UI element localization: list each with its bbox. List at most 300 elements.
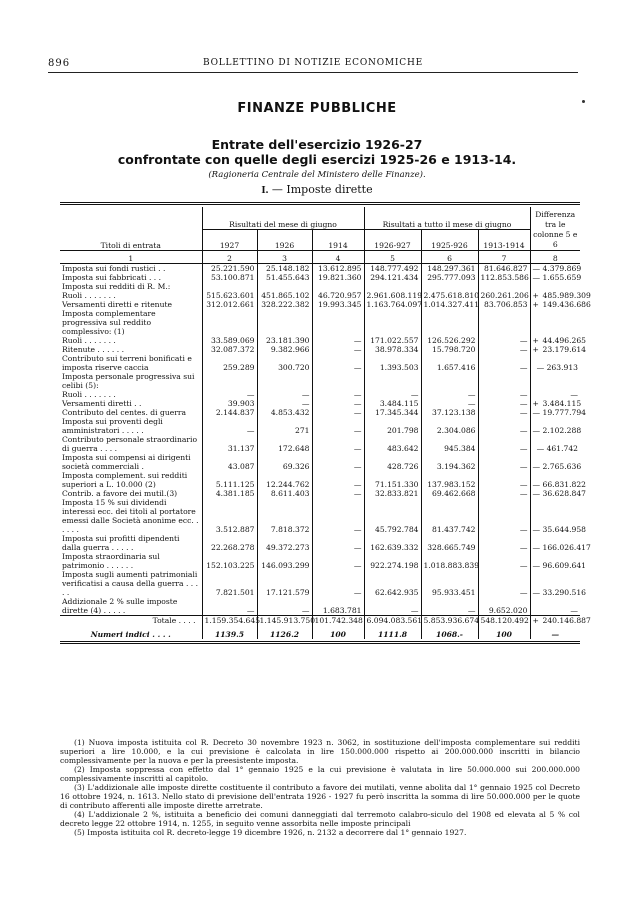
cell-value: 515.623.601 <box>202 291 257 300</box>
diff-cell <box>530 417 580 435</box>
cell-value: 112.853.586 <box>478 273 530 282</box>
cell-value: 22.268.278 <box>202 534 257 552</box>
diff-header: Differenza tra le colonne 5 e 6 <box>530 207 580 251</box>
diff-cell <box>530 498 586 534</box>
cell-value: 3.484.115 <box>364 399 421 408</box>
cell-value: 46.720.957 <box>312 291 364 300</box>
cell-value <box>421 282 478 291</box>
diff-value: 96.609.641 <box>542 561 586 570</box>
diff-sign: — <box>536 444 545 453</box>
group-month-header: Risultati del mese di giugno <box>202 207 364 230</box>
diff-cell <box>530 264 580 274</box>
row-label: Ruoli . . . . . . . <box>62 390 116 399</box>
diff-value: 23.179.614 <box>542 345 586 354</box>
diff-sign: — <box>532 426 541 435</box>
part-title: Imposte dirette <box>286 183 373 196</box>
row-label: Ruoli . . . . . . . <box>62 336 116 345</box>
table-row <box>60 417 580 435</box>
col-number: 4 <box>312 251 364 264</box>
cell-value: — <box>478 417 530 435</box>
cell-value: 451.865.102 <box>257 291 312 300</box>
diff-value: 66.831.822 <box>542 480 586 489</box>
table-row <box>60 300 580 309</box>
diff-cell <box>530 273 580 282</box>
cell-value: 1.657.416 <box>421 354 478 372</box>
diff-cell <box>530 597 580 616</box>
cell-value: — <box>312 354 364 372</box>
cell-value <box>478 372 530 390</box>
cell-value: 148.297.361 <box>421 264 478 274</box>
diff-cell <box>530 570 586 597</box>
subtitle-line-2: confrontate con quelle degli esercizi 1925-26 e 1913-14. <box>117 152 517 167</box>
cell-value: — <box>312 489 364 498</box>
footnote: (3) L'addizionale alle imposte dirette costituente il contributo a favore dei mutilati, venne abolita dal 1° gennaio 1925 col Decreto 16 ottobre 1924, n. 1613. Nello stato di previsione dell'entrata 1926 - 1927 fu però inscritta la somma di lire 50.000.000 per le quote di contributo afferenti alle imposte dirette arretrate. <box>60 783 580 810</box>
cell-value: 312.012.661 <box>202 300 257 309</box>
cell-value: 137.983.152 <box>421 471 478 489</box>
table-body <box>60 264 591 616</box>
cell-value: 19.821.360 <box>312 273 364 282</box>
cell-value: — <box>478 471 530 489</box>
table-row <box>60 435 580 453</box>
diff-value: 485.989.309 <box>542 291 591 300</box>
diff-value: 19.777.794 <box>542 408 586 417</box>
footnotes <box>60 738 580 837</box>
section-title: FINANZE PUBBLICHE <box>237 101 397 116</box>
diff-sign: + <box>532 300 539 309</box>
diff-cell <box>530 345 586 354</box>
diff-cell <box>530 534 591 552</box>
cell-value: 3.512.887 <box>202 498 257 534</box>
cell-value: 38.978.334 <box>364 345 421 354</box>
cell-value: 53.100.871 <box>202 273 257 282</box>
cell-value: — <box>364 390 421 399</box>
total-cell: 1.159.354.645 <box>202 616 257 626</box>
cell-value <box>202 282 257 291</box>
index-row <box>60 625 580 639</box>
cell-value <box>257 309 312 336</box>
diff-value: 36.628.847 <box>542 489 586 498</box>
diff-cell <box>530 471 586 489</box>
cell-value: — <box>312 471 364 489</box>
year-header: 1914 <box>312 230 364 251</box>
cell-value <box>421 309 478 336</box>
table-row <box>60 489 580 498</box>
cell-value: 49.372.273 <box>257 534 312 552</box>
cell-value <box>312 309 364 336</box>
cell-value: 922.274.198 <box>364 552 421 570</box>
index-cell: 1126.2 <box>257 625 312 639</box>
index-label: Numeri indici . . . . <box>90 630 171 639</box>
table-row <box>60 453 580 471</box>
row-label: Imposta sui redditi di R. M.: <box>62 282 171 291</box>
cell-value: — <box>312 336 364 345</box>
page-header <box>48 58 578 74</box>
cell-value: 62.642.935 <box>364 570 421 597</box>
group-total-header: Risultati a tutto il mese di giugno <box>364 207 530 230</box>
cell-value: 32.087.372 <box>202 345 257 354</box>
diff-sign: — <box>532 480 541 489</box>
cell-value <box>364 282 421 291</box>
row-label: Versamenti diretti . . <box>62 399 142 408</box>
cell-value <box>312 372 364 390</box>
row-label: Imposta sui fondi rustici . . <box>62 264 166 273</box>
row-label: Ritenute . . . . . . <box>62 345 124 354</box>
cell-value: 1.018.883.839 <box>421 552 478 570</box>
table-row <box>60 345 580 354</box>
cell-value: — <box>478 345 530 354</box>
footnote: (5) Imposta istituita col R. decreto-legge 19 dicembre 1926, n. 2132 a decorrere dal 1° gennaio 1927. <box>74 828 467 837</box>
index-cell: 1068.- <box>421 625 478 639</box>
cell-value: 95.933.451 <box>421 570 478 597</box>
cell-value: 17.121.579 <box>257 570 312 597</box>
cell-value: — <box>312 534 364 552</box>
diff-sign: — <box>532 525 541 534</box>
cell-value: 162.639.332 <box>364 534 421 552</box>
cell-value: — <box>312 399 364 408</box>
cell-value: 152.103.225 <box>202 552 257 570</box>
col-number: 2 <box>202 251 257 264</box>
diff-sign: + <box>532 345 539 354</box>
cell-value: 25.148.182 <box>257 264 312 274</box>
diff-cell <box>530 291 591 300</box>
diff-cell <box>530 552 586 570</box>
diff-value: 2.102.288 <box>542 426 582 435</box>
row-label: Imposta sugli aumenti patrimoniali verificatisi a causa della guerra . . . . . <box>62 570 199 597</box>
col-title-header: Titoli di entrata <box>100 241 161 250</box>
cell-value: 1.014.327.411 <box>421 300 478 309</box>
col-number: 6 <box>421 251 478 264</box>
cell-value: 43.087 <box>202 453 257 471</box>
cell-value: 428.726 <box>364 453 421 471</box>
cell-value: 33.589.069 <box>202 336 257 345</box>
cell-value: — <box>312 408 364 417</box>
diff-cell <box>530 354 580 372</box>
year-header: 1926 <box>257 230 312 251</box>
table-row <box>60 273 580 282</box>
cell-value: 9.382.966 <box>257 345 312 354</box>
part-dash: — <box>271 183 283 196</box>
index-cell: 1139.5 <box>202 625 257 639</box>
cell-value: — <box>312 453 364 471</box>
diff-cell <box>530 300 591 309</box>
cell-value: — <box>312 390 364 399</box>
diff-value: — <box>570 390 578 399</box>
row-label: Imposta personale progressiva sui celibi (5): <box>62 372 195 390</box>
cell-value: 1.163.764.097 <box>364 300 421 309</box>
index-cell: — <box>530 625 580 639</box>
table-row <box>60 570 580 597</box>
cell-value: — <box>478 489 530 498</box>
cell-value: 25.221.590 <box>202 264 257 274</box>
cell-value: 2.475.618.810 <box>421 291 478 300</box>
cell-value: 171.022.557 <box>364 336 421 345</box>
cell-value: 148.777.492 <box>364 264 421 274</box>
cell-value: 260.261.206 <box>478 291 530 300</box>
diff-value: 44.496.265 <box>542 336 586 345</box>
col-number: 1 <box>60 251 202 264</box>
cell-value: 19.993.345 <box>312 300 364 309</box>
diff-cell <box>530 399 580 408</box>
cell-value <box>364 309 421 336</box>
diff-sign: — <box>532 561 541 570</box>
cell-value: 201.798 <box>364 417 421 435</box>
diff-sign: — <box>532 264 541 273</box>
cell-value <box>478 309 530 336</box>
cell-value: — <box>202 417 257 435</box>
total-label: Totale . . . . <box>60 616 202 626</box>
row-label: Imposta complement. sui redditi superiori a L. 10.000 (2) <box>62 471 188 489</box>
diff-cell <box>530 453 580 471</box>
year-header: 1925-926 <box>421 230 478 251</box>
cell-value: — <box>478 399 530 408</box>
diff-value: 461.742 <box>546 444 578 453</box>
cell-value: — <box>478 390 530 399</box>
table-row <box>60 498 580 534</box>
diff-cell <box>530 408 586 417</box>
col-number: 3 <box>257 251 312 264</box>
cell-value: 294.121.434 <box>364 273 421 282</box>
cell-value: 69.326 <box>257 453 312 471</box>
diff-cell <box>530 489 586 498</box>
header-rule <box>48 72 578 73</box>
cell-value: 7.818.372 <box>257 498 312 534</box>
cell-value: 17.345.344 <box>364 408 421 417</box>
cell-value: — <box>478 336 530 345</box>
cell-value: 172.648 <box>257 435 312 453</box>
cell-value: — <box>202 597 257 616</box>
row-label: Versamenti diretti e ritenute <box>62 300 173 309</box>
cell-value: — <box>478 453 530 471</box>
table-row <box>60 390 580 399</box>
cell-value: — <box>312 498 364 534</box>
diff-value: 1.655.659 <box>542 273 582 282</box>
cell-value: 300.720 <box>257 354 312 372</box>
row-label: Ruoli . . . . . . . <box>62 291 116 300</box>
diff-sign: + <box>532 399 539 408</box>
table-row <box>60 399 580 408</box>
cell-value <box>202 309 257 336</box>
cell-value: 9.652.020 <box>478 597 530 616</box>
cell-value: — <box>421 390 478 399</box>
cell-value: 12.244.762 <box>257 471 312 489</box>
cell-value: 295.777.093 <box>421 273 478 282</box>
row-label: Contributo del centes. di guerra <box>62 408 187 417</box>
diff-cell <box>530 336 586 345</box>
cell-value: 2.304.086 <box>421 417 478 435</box>
total-cell: 6.094.083.561 <box>364 616 421 626</box>
cell-value: — <box>312 417 364 435</box>
total-cell: 548.120.492 <box>478 616 530 626</box>
diff-sign: — <box>532 462 541 471</box>
diff-cell <box>530 435 580 453</box>
row-label: Contributo sui terreni bonificati e imposta riserve caccia <box>62 354 192 372</box>
cell-value: 945.384 <box>421 435 478 453</box>
cell-value: 69.462.668 <box>421 489 478 498</box>
cell-value: 2.144.837 <box>202 408 257 417</box>
cell-value: — <box>421 399 478 408</box>
row-label: Imposta sui fabbricati . . . <box>62 273 162 282</box>
cell-value: 2.961.608.119 <box>364 291 421 300</box>
source-note: (Ragioneria Centrale del Ministero delle Finanze). <box>208 170 426 180</box>
cell-value: 81.646.827 <box>478 264 530 274</box>
cell-value: 1.393.503 <box>364 354 421 372</box>
cell-value: 271 <box>257 417 312 435</box>
cell-value: 15.798.720 <box>421 345 478 354</box>
cell-value: 4.381.185 <box>202 489 257 498</box>
table-row <box>60 354 580 372</box>
diff-cell <box>530 309 580 336</box>
col-number: 5 <box>364 251 421 264</box>
cell-value: 23.181.390 <box>257 336 312 345</box>
part-heading <box>0 183 634 196</box>
index-cell: 100 <box>478 625 530 639</box>
table-row <box>60 408 580 417</box>
footnote: (2) Imposta soppressa con effetto dal 1° gennaio 1925 e la cui previsione è valutata in lire 50.000.000 sui 200.000.000 complessivamente inscritti al capitolo. <box>60 765 580 783</box>
diff-value: 35.644.958 <box>542 525 586 534</box>
total-cell: 101.742.348 <box>312 616 364 626</box>
total-row <box>60 616 580 626</box>
cell-value: — <box>478 552 530 570</box>
year-header: 1926-927 <box>364 230 421 251</box>
cell-value <box>257 282 312 291</box>
diff-sign: — <box>532 408 541 417</box>
table-row <box>60 372 580 390</box>
cell-value <box>202 372 257 390</box>
cell-value: 7.821.501 <box>202 570 257 597</box>
cell-value: — <box>257 597 312 616</box>
cell-value: 5.111.125 <box>202 471 257 489</box>
page-number: 896 <box>48 58 71 69</box>
cell-value: 51.455.643 <box>257 273 312 282</box>
cell-value: 39.903 <box>202 399 257 408</box>
row-label: Addizionale 2 % sulle imposte dirette (4) . . . . . <box>62 597 178 615</box>
total-diff <box>530 616 591 626</box>
cell-value: — <box>478 570 530 597</box>
cell-value: — <box>478 354 530 372</box>
cell-value: 328.665.749 <box>421 534 478 552</box>
cell-value: 328.222.382 <box>257 300 312 309</box>
cell-value: — <box>421 597 478 616</box>
cell-value: 126.526.292 <box>421 336 478 345</box>
diff-value: 149.436.686 <box>542 300 591 309</box>
cell-value <box>364 372 421 390</box>
revenue-table <box>60 202 591 644</box>
cell-value <box>257 372 312 390</box>
total-diff-value: 240.146.887 <box>542 616 591 625</box>
cell-value: — <box>478 534 530 552</box>
cell-value: 3.194.362 <box>421 453 478 471</box>
row-label: Imposta 15 % sui dividendi interessi ecc. dei titoli al portatore emessi dalle Società anonime ecc. . . . . . <box>62 498 199 534</box>
diff-cell <box>530 282 580 291</box>
cell-value: 32.833.821 <box>364 489 421 498</box>
cell-value: 13.612.895 <box>312 264 364 274</box>
row-label: Imposta sui proventi degli amministratori . . . . . <box>62 417 163 435</box>
table-row <box>60 552 580 570</box>
cell-value: — <box>257 399 312 408</box>
total-cell: 1.145.913.750 <box>257 616 312 626</box>
year-header: 1913-1914 <box>478 230 530 251</box>
diff-sign: + <box>532 291 539 300</box>
table-row <box>60 534 580 552</box>
diff-sign: — <box>532 489 541 498</box>
cell-value <box>312 282 364 291</box>
row-label: Imposta sui profitti dipendenti dalla guerra . . . . . <box>62 534 180 552</box>
cell-value: — <box>257 390 312 399</box>
cell-value: 83.706.853 <box>478 300 530 309</box>
part-number: I. <box>261 184 269 196</box>
diff-value: 3.484.115 <box>542 399 582 408</box>
table-row <box>60 291 580 300</box>
index-cell: 1111.8 <box>364 625 421 639</box>
cell-value: 37.123.138 <box>421 408 478 417</box>
diff-sign: — <box>536 363 545 372</box>
cell-value: 1.683.781 <box>312 597 364 616</box>
diff-value: 263.913 <box>546 363 578 372</box>
row-label: Contrib. a favore dei mutil.(3) <box>62 489 178 498</box>
row-label: Imposta sui compensi ai dirigenti società commerciali . <box>62 453 191 471</box>
diff-value: 33.290.516 <box>542 588 586 597</box>
footnote: (1) Nuova imposta istituita col R. Decreto 30 novembre 1923 n. 3062, in sostituzione dell'imposta complementare sui redditi superiori a lire 10.000, e la cui previsione è calcolata in lire 150.000.000 rispetto ai 200.000.000 inscritti in bilancio complessivamente per la nuova e per la preesistente imposta. <box>60 738 580 765</box>
table-row <box>60 336 580 345</box>
col-number: 8 <box>530 251 580 264</box>
cell-value: — <box>312 552 364 570</box>
total-sign: + <box>532 616 539 625</box>
cell-value: 45.792.784 <box>364 498 421 534</box>
cell-value: — <box>364 597 421 616</box>
diff-sign: — <box>532 273 541 282</box>
col-number: 7 <box>478 251 530 264</box>
table-row <box>60 309 580 336</box>
row-label: Contributo personale straordinario di guerra . . . . <box>62 435 198 453</box>
table-row <box>60 264 580 274</box>
cell-value: 4.853.432 <box>257 408 312 417</box>
cell-value: 146.093.299 <box>257 552 312 570</box>
cell-value: 71.151.330 <box>364 471 421 489</box>
diff-sign: — <box>532 543 541 552</box>
footnote: (4) L'addizionale 2 %, istituita a beneficio dei comuni danneggiati dal terremoto calabro-siculo del 1908 ed elevata al 5 % col decreto legge 22 ottobre 1914, n. 1255, in seguito venne assorbita nelle imposte principali <box>60 810 580 828</box>
diff-value: 166.026.417 <box>542 543 591 552</box>
row-label: Imposta complementare progressiva sul reddito complessivo: (1) <box>62 309 156 336</box>
diff-cell <box>530 390 580 399</box>
diff-value: 2.765.636 <box>542 462 582 471</box>
cell-value: — <box>478 408 530 417</box>
cell-value <box>421 372 478 390</box>
diff-cell <box>530 372 580 390</box>
cell-value: 8.611.403 <box>257 489 312 498</box>
table-row <box>60 471 580 489</box>
cell-value: — <box>202 390 257 399</box>
total-cell: 5.853.936.674 <box>421 616 478 626</box>
subtitle-line-1: Entrate dell'esercizio 1926-27 <box>211 137 423 152</box>
table-row <box>60 597 580 616</box>
cell-value: 483.642 <box>364 435 421 453</box>
cell-value: — <box>312 570 364 597</box>
diff-value: — <box>570 606 578 615</box>
cell-value: — <box>312 345 364 354</box>
diff-sign: + <box>532 336 539 345</box>
cell-value: — <box>478 498 530 534</box>
index-cell: 100 <box>312 625 364 639</box>
cell-value: 81.437.742 <box>421 498 478 534</box>
cell-value: — <box>312 435 364 453</box>
cell-value: 259.289 <box>202 354 257 372</box>
diff-sign: — <box>532 588 541 597</box>
cell-value: — <box>478 435 530 453</box>
table-row <box>60 282 580 291</box>
row-label: Imposta straordinaria sul patrimonio . . . . . . <box>62 552 160 570</box>
year-header: 1927 <box>202 230 257 251</box>
diff-value: 4.379.869 <box>542 264 582 273</box>
